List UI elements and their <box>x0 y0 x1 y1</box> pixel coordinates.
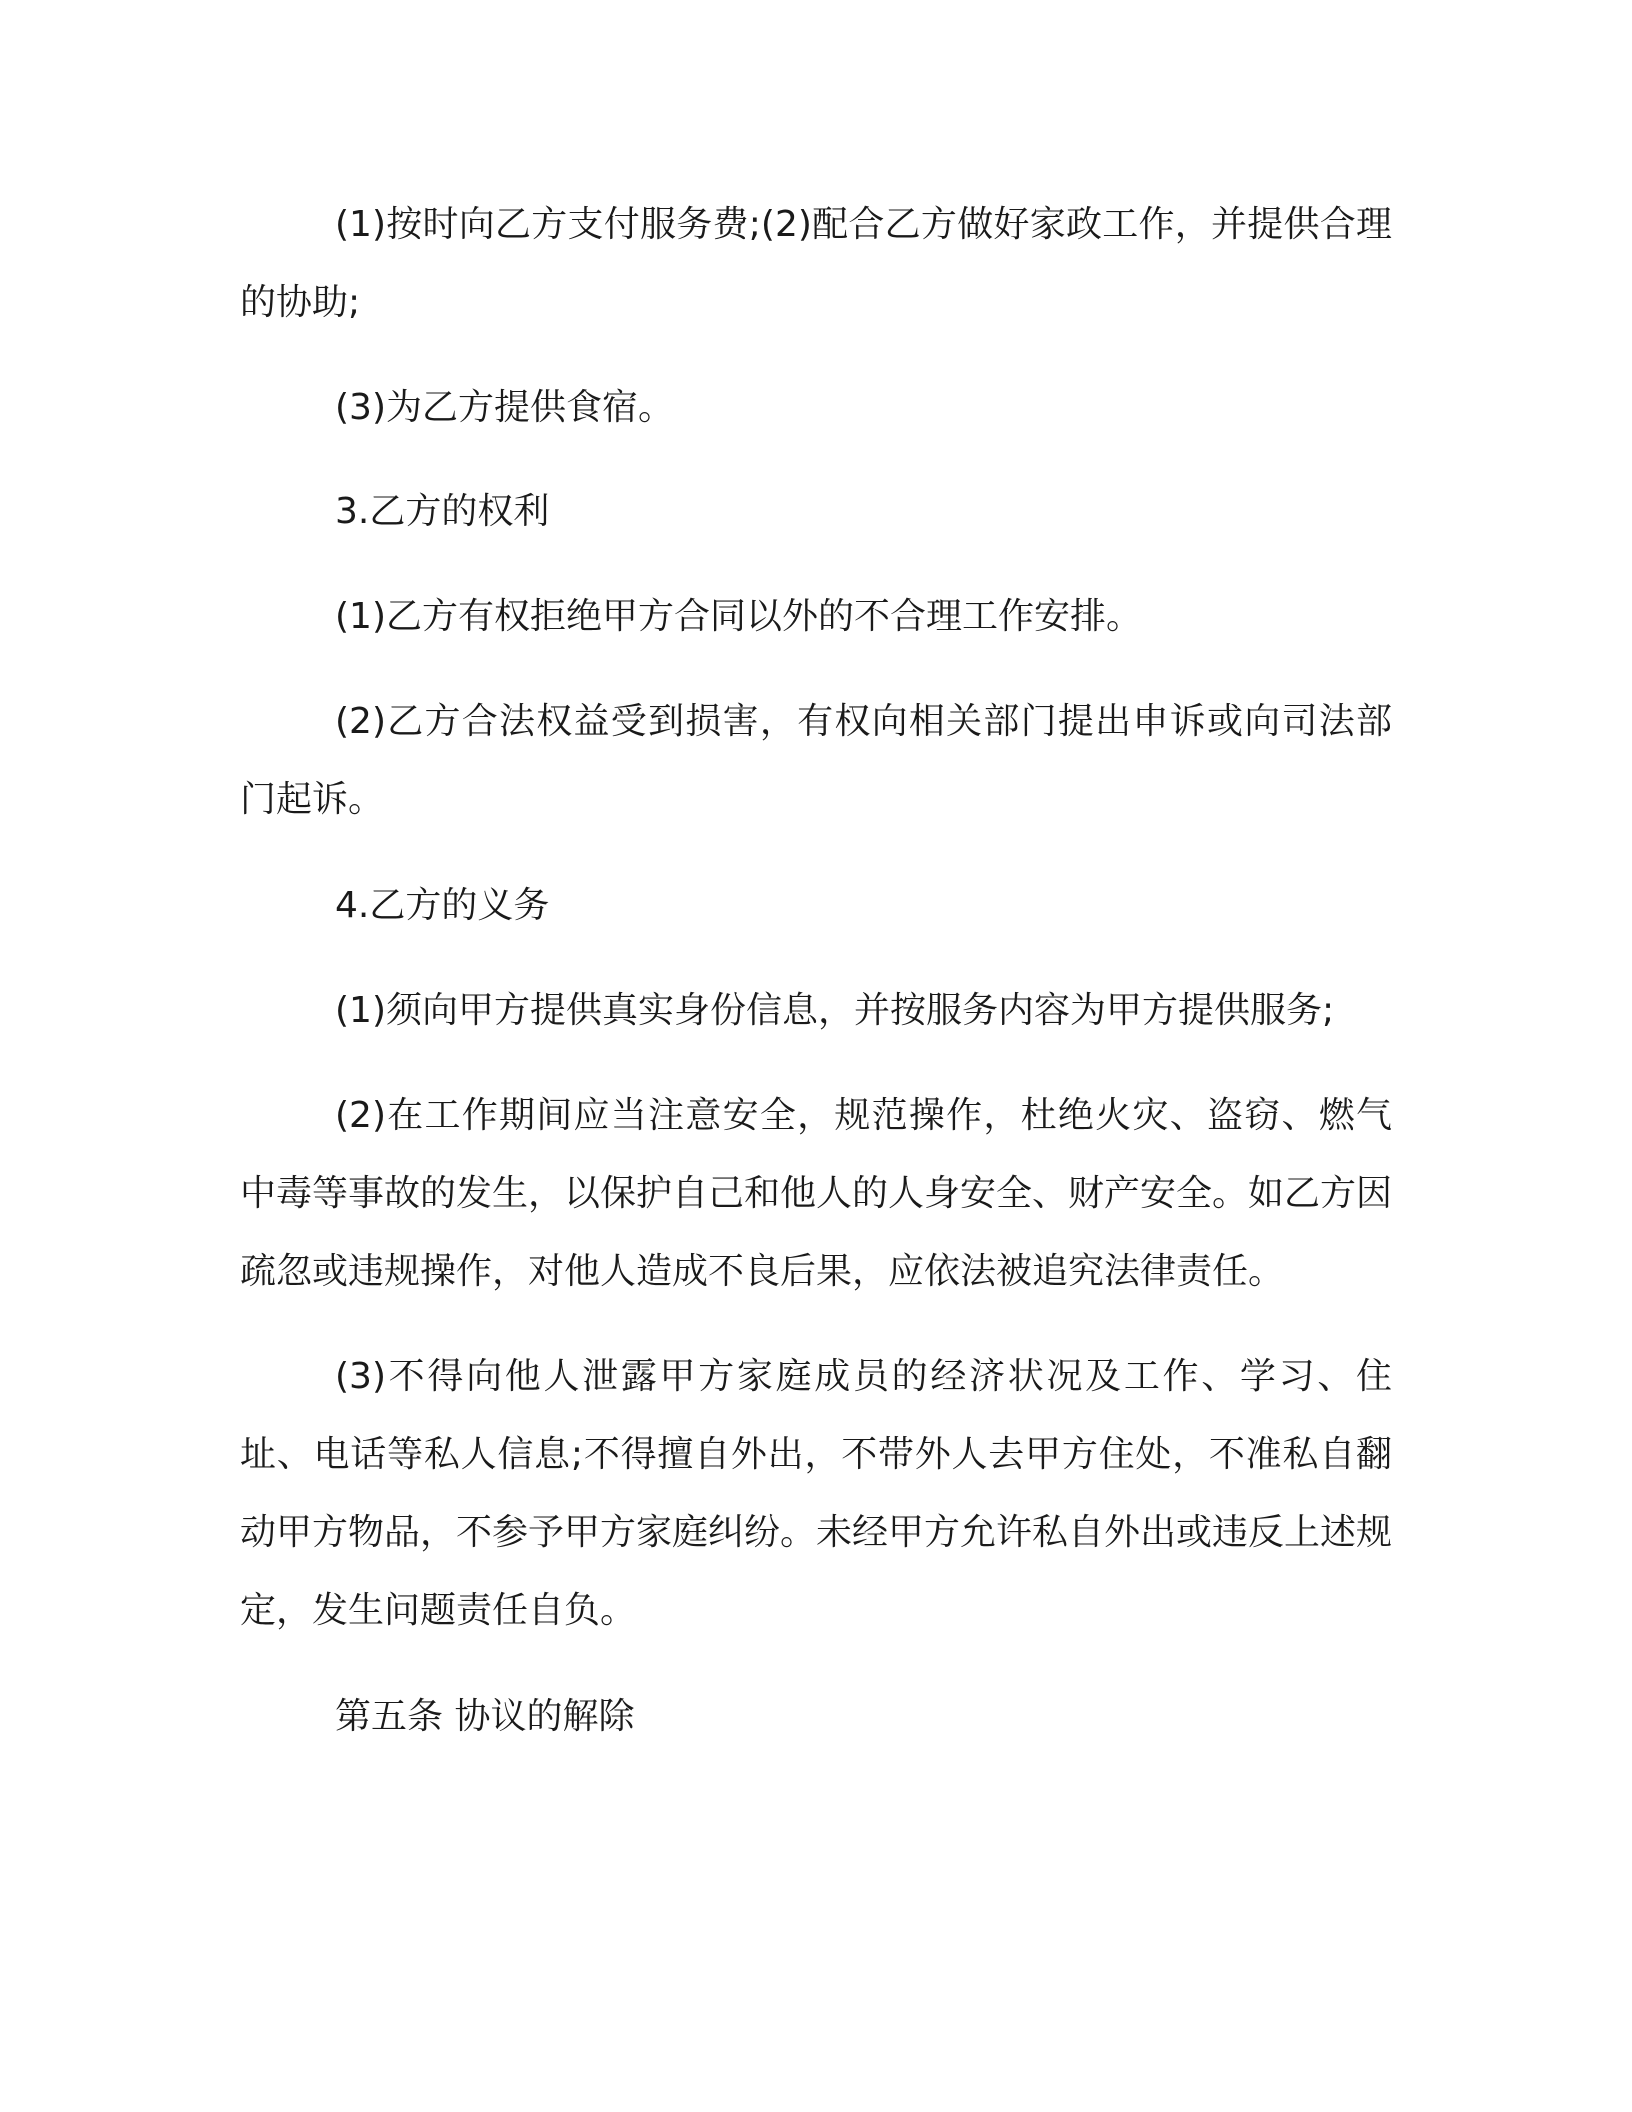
paragraph-party-b-duties-2: (2)在工作期间应当注意安全，规范操作，杜绝火灾、盗窃、燃气中毒等事故的发生，以保护自己和他人的人身安全、财产安全。如乙方因疏忽或违规操作，对他人造成不良后果，应依法被追究法律责任。 <box>240 1095 1393 1292</box>
paragraph-party-a-duties-1-2: (1)按时向乙方支付服务费;(2)配合乙方做好家政工作，并提供合理的协助; <box>240 204 1392 323</box>
heading-article-five: 第五条 协议的解除 <box>335 1696 635 1737</box>
paragraph-party-b-rights-1: (1)乙方有权拒绝甲方合同以外的不合理工作安排。 <box>335 596 1142 637</box>
heading-party-b-duties: 4.乙方的义务 <box>335 885 550 926</box>
paragraph-party-b-duties-3: (3)不得向他人泄露甲方家庭成员的经济状况及工作、学习、住址、电话等私人信息;不得擅自外出，不带外人去甲方住处，不准私自翻动甲方物品，不参予甲方家庭纠纷。未经甲方允许私自外出或违反上述规定，发生问题责任自负。 <box>240 1356 1393 1631</box>
paragraph-party-a-duties-3: (3)为乙方提供食宿。 <box>335 387 674 428</box>
heading-party-b-rights: 3.乙方的权利 <box>335 491 550 532</box>
paragraph-party-b-rights-2: (2)乙方合法权益受到损害，有权向相关部门提出申诉或向司法部门起诉。 <box>240 701 1392 820</box>
paragraph-party-b-duties-1: (1)须向甲方提供真实身份信息，并按服务内容为甲方提供服务; <box>335 990 1335 1031</box>
document-page <box>240 186 1392 1756</box>
